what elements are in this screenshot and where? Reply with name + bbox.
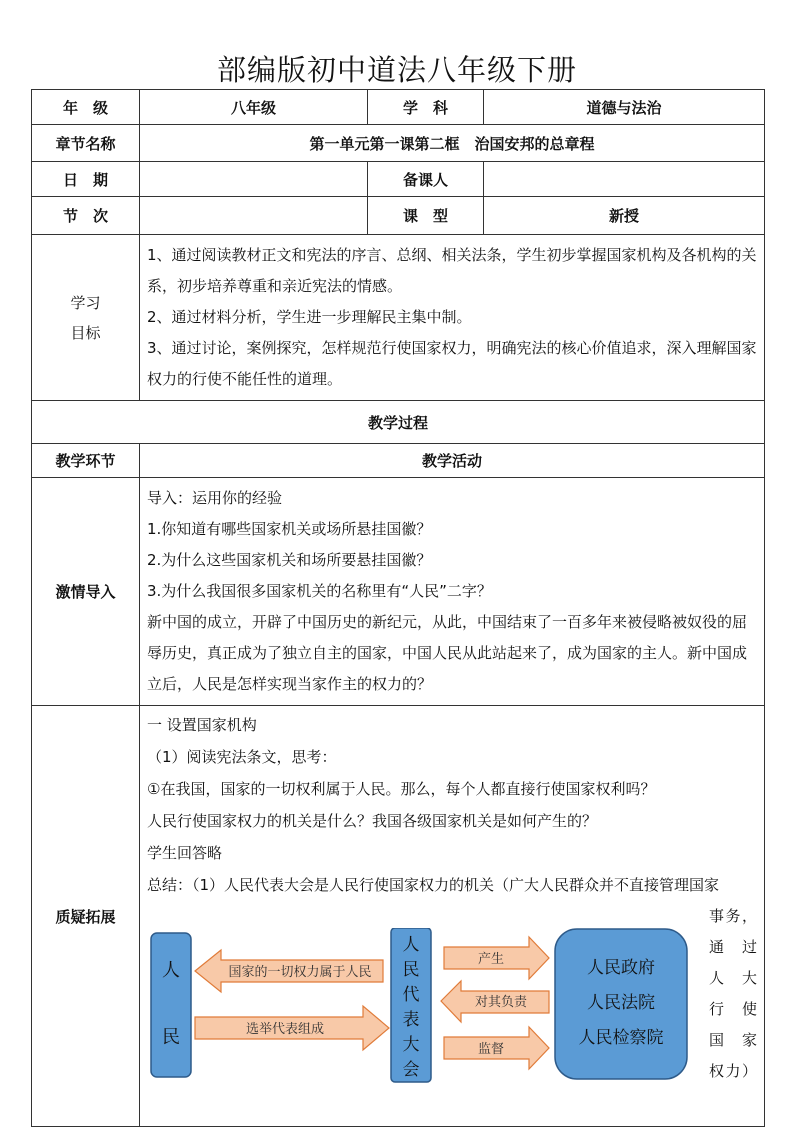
people-box	[151, 933, 191, 1077]
grade-value: 八年级	[140, 90, 368, 125]
organ-government: 人民政府	[587, 958, 655, 978]
row-grade	[32, 90, 765, 125]
explore-line: 学生回答略	[147, 844, 223, 862]
side-note-line: 事务，	[709, 907, 757, 925]
type-label: 课 型	[368, 197, 484, 235]
explore-line: 一 设置国家机构	[147, 716, 257, 734]
arrow-produce-label: 产生	[477, 952, 505, 967]
period-label: 节 次	[32, 197, 140, 235]
row-period	[32, 197, 765, 235]
lesson-plan-table	[31, 89, 765, 1127]
congress-char: 代	[402, 985, 420, 1005]
goal-item: 2、通过材料分析，学生进一步理解民主集中制。	[147, 308, 472, 326]
congress-char: 人	[402, 935, 420, 955]
goals-content	[140, 235, 765, 401]
explore-line: 总结：（1）人民代表大会是人民行使国家权力的机关（广大人民群众并不直接管理国家	[147, 876, 720, 894]
preparer-value	[484, 162, 765, 197]
stage-header: 教学环节	[32, 444, 140, 478]
congress-char: 民	[402, 960, 420, 980]
side-note	[709, 901, 757, 1087]
intro-label: 激情导入	[32, 478, 140, 706]
side-note-line: 国 家	[709, 1031, 757, 1049]
activity-header: 教学活动	[140, 444, 765, 478]
explore-line: ①在我国，国家的一切权利属于人民。那么，每个人都直接行使国家权利吗？	[147, 780, 656, 798]
diagram-area	[147, 901, 757, 1121]
organ-court: 人民法院	[587, 993, 655, 1013]
side-note-line: 通 过	[709, 938, 757, 956]
row-intro	[32, 478, 765, 706]
congress-char: 表	[402, 1010, 420, 1030]
explore-line: （1）阅读宪法条文，思考：	[147, 748, 337, 766]
type-value: 新授	[484, 197, 765, 235]
row-process-header	[32, 401, 765, 444]
side-note-line: 行 使	[709, 1000, 757, 1018]
chapter-value: 第一单元第一课第二框 治国安邦的总章程	[140, 125, 765, 162]
date-value	[140, 162, 368, 197]
explore-line: 人民行使国家权力的机关是什么？我国各级国家机关是如何产生的？	[147, 812, 598, 830]
intro-line: 导入：运用你的经验	[147, 489, 283, 507]
intro-line: 2.为什么这些国家机关和场所要悬挂国徽？	[147, 551, 432, 569]
goals-label	[32, 235, 140, 401]
intro-line: 新中国的成立，开辟了中国历史的新纪元，从此，中国结束了一百多年来被侵略被奴役的屈辱历史，真正成为了独立自主的国家，中国人民从此站起来了，成为国家的主人。新中国成立后，人民是怎样实现当家作主的权力的？	[147, 613, 748, 693]
row-explore	[32, 706, 765, 1127]
side-note-line: 权力）	[709, 1062, 757, 1080]
goals-label-line1: 学习	[70, 293, 101, 312]
row-chapter	[32, 125, 765, 162]
preparer-label: 备课人	[368, 162, 484, 197]
people-bottom-char: 民	[162, 1027, 180, 1048]
grade-label: 年 级	[32, 90, 140, 125]
period-value	[140, 197, 368, 235]
subject-value: 道德与法治	[484, 90, 765, 125]
organ-procuratorate: 人民检察院	[578, 1028, 664, 1048]
congress-char: 大	[402, 1035, 420, 1055]
congress-char: 会	[402, 1060, 420, 1080]
subject-label: 学 科	[368, 90, 484, 125]
people-top-char: 人	[162, 960, 180, 981]
date-label: 日 期	[32, 162, 140, 197]
process-header: 教学过程	[32, 401, 765, 444]
arrow-supervise-label: 监督	[477, 1042, 505, 1057]
intro-content	[140, 478, 765, 706]
row-section-header	[32, 444, 765, 478]
row-goals	[32, 235, 765, 401]
goal-item: 1、通过阅读教材正文和宪法的序言、总纲、相关法条，学生初步掌握国家机构及各机构的关系，初步培养尊重和亲近宪法的情感。	[147, 246, 757, 295]
goals-label-line2: 目标	[70, 323, 101, 342]
explore-label: 质疑拓展	[32, 706, 140, 1127]
row-date	[32, 162, 765, 197]
side-note-line: 人 大	[709, 969, 757, 987]
state-organs-diagram	[145, 928, 705, 1088]
arrow-responsible-label: 对其负责	[474, 995, 528, 1010]
arrow-elect-label: 选举代表组成	[245, 1022, 325, 1037]
explore-content	[140, 706, 765, 1127]
intro-line: 1.你知道有哪些国家机关或场所悬挂国徽？	[147, 520, 432, 538]
page-title: 部编版初中道法八年级下册	[216, 53, 577, 87]
intro-line: 3.为什么我国很多国家机关的名称里有“人民”二字？	[147, 582, 492, 600]
chapter-label: 章节名称	[32, 125, 140, 162]
goal-item: 3、通过讨论，案例探究，怎样规范行使国家权力，明确宪法的核心价值追求，深入理解国家权力的行使不能任性的道理。	[147, 339, 757, 388]
arrow-rights-label: 国家的一切权力属于人民	[228, 965, 372, 980]
